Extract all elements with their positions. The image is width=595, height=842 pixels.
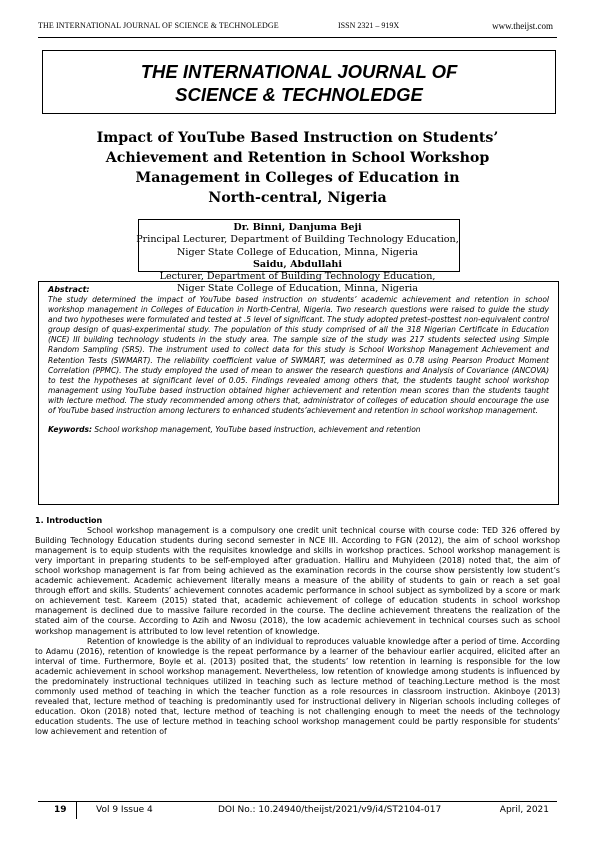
footer-rule (38, 801, 557, 802)
article-title (60, 128, 535, 208)
author-affiliation: Niger State College of Education, Minna, Nigeria (177, 246, 418, 258)
abstract-text: The study determined the impact of YouTube based instruction on students’ academic achievement and retention in school workshop management in Colleges of Education in North-Central, Nigeria. Two research questions were raised to guide the study and two hypotheses were formulated and tested at .5 level of significant. The study adopted pretest–posttest non-equivalent control group design of quasi-experimental study. The population of this study comprised of all the 318 Nigerian Certificate in Education (NCE) III building technology students in the study area. The sample size of the study was 217 students selected using Simple Random Sampling (SRS). The instrument used to collect data for this study is School Workshop Management Achievement and Retention Tests (SWMART). The reliability coefficient value of SWMART, was determined as 0.78 using Pearson Product Moment Correlation (PPMC). The study employed the used of mean to answer the research questions and Analysis of Covariance (ANCOVA) to test the hypotheses at significant level of 0.05. Findings revealed among others that, the students taught school workshop management using YouTube based instruction obtained higher achievement and retention mean scores than the students taught with lecture method. The study recommended among others that, administrator of colleges of education should encourage the use of YouTube based instruction among lecturers to enhanced students’achievement and retention in school workshop management. (48, 295, 549, 416)
running-header (38, 18, 557, 36)
keywords-label: Keywords: (48, 425, 92, 435)
header-rule (38, 37, 557, 38)
article-title-line: Achievement and Retention in School Workshop (105, 150, 490, 166)
volume-issue: Vol 9 Issue 4 (96, 805, 153, 815)
keywords (48, 425, 549, 435)
body-paragraph: School workshop management is a compulsory one credit unit technical course with course code: TED 326 offered by Building Technology Education students during second semester in NCE III. According to FGN (2012), the aim of school workshop management is to equip students with the requisites knowledge and skills in workshop practices. School workshop management is very important in preparing students to be self-employed after graduation. Halliru and Muhyideen (2018) noted that, the aim of school workshop management is far from being achieved as the examination records in the course show persistently low student’s academic achievement. Academic achievement literally means a measure of the ability of students to gain or reach a set goal through effort and skills. Students’ achievement connotes academic performance in school subject as symbolized by a score or mark on achievement test. Kareem (2015) stated that, academic achievement of college of education students in school workshop management is declined due to massive failure recorded in the course. The decline achievement threatens the realization of the stated aim of the course. According to Azih and Nwosu (2018), the low academic achievement in technical courses such as school workshop management is attributed to low level retention of knowledge. (35, 526, 560, 636)
article-title-line: North-central, Nigeria (208, 190, 387, 206)
author-affiliation: Principal Lecturer, Department of Building Technology Education, (136, 234, 459, 246)
abstract-box (38, 281, 559, 505)
footer-separator (76, 801, 77, 819)
page-number: 19 (54, 805, 67, 815)
keywords-text: School workshop management, YouTube based instruction, achievement and retention (94, 425, 421, 435)
masthead-line-2: SCIENCE & TECHNOLEDGE (175, 84, 423, 105)
header-issn: ISSN 2321 – 919X (338, 21, 400, 30)
publication-date: April, 2021 (499, 805, 549, 815)
author-name: Dr. Binni, Danjuma Beji (233, 222, 362, 233)
doi: DOI No.: 10.24940/theijst/2021/v9/i4/ST2104-017 (218, 805, 442, 815)
author-affiliation: Lecturer, Department of Building Technology Education, (159, 271, 436, 283)
masthead-line-1: THE INTERNATIONAL JOURNAL OF (140, 61, 458, 82)
journal-masthead (42, 50, 556, 114)
article-title-line: Impact of YouTube Based Instruction on Students’ (96, 130, 499, 146)
article-title-line: Management in Colleges of Education in (135, 170, 460, 186)
abstract-heading: Abstract: (48, 285, 90, 294)
header-journal-name: THE INTERNATIONAL JOURNAL OF SCIENCE & TECHNOLEDGE (38, 21, 279, 30)
section-heading: 1. Introduction (35, 516, 103, 525)
body-paragraph: Retention of knowledge is the ability of an individual to reproduces valuable knowledge after a period of time. According to Adamu (2016), retention of knowledge is the repeat performance by a learner of the behaviour earlier acquired, elicited after an interval of time. Furthermore, Boyle et al. (2013) posited that, the students’ low retention in learning is responsible for the low academic achievement in school workshop management. Nevertheless, low retention of knowledge among students is influenced by the predominately instructional techniques utilized in teaching such as lecture method of teaching.Lecture method is the most commonly used method of teaching in which the teacher function as a role resources in classroom instruction. Akinboye (2013) revealed that, lecture method of teaching is predominantly used for instructional delivery in Nigerian schools including colleges of education. Okon (2018) noted that, lecture method of teaching is not challenging enough to meet the needs of the technology education students. The use of lecture method in teaching school workshop management could be partly responsible for students’ low achievement and retention of (35, 636, 560, 736)
author-affiliation: Niger State College of Education, Minna, Nigeria (177, 283, 418, 295)
page-footer (38, 805, 557, 819)
introduction-section (35, 516, 560, 737)
author-name: Saidu, Abdullahi (252, 258, 343, 270)
header-website: www.theijst.com (492, 21, 553, 31)
